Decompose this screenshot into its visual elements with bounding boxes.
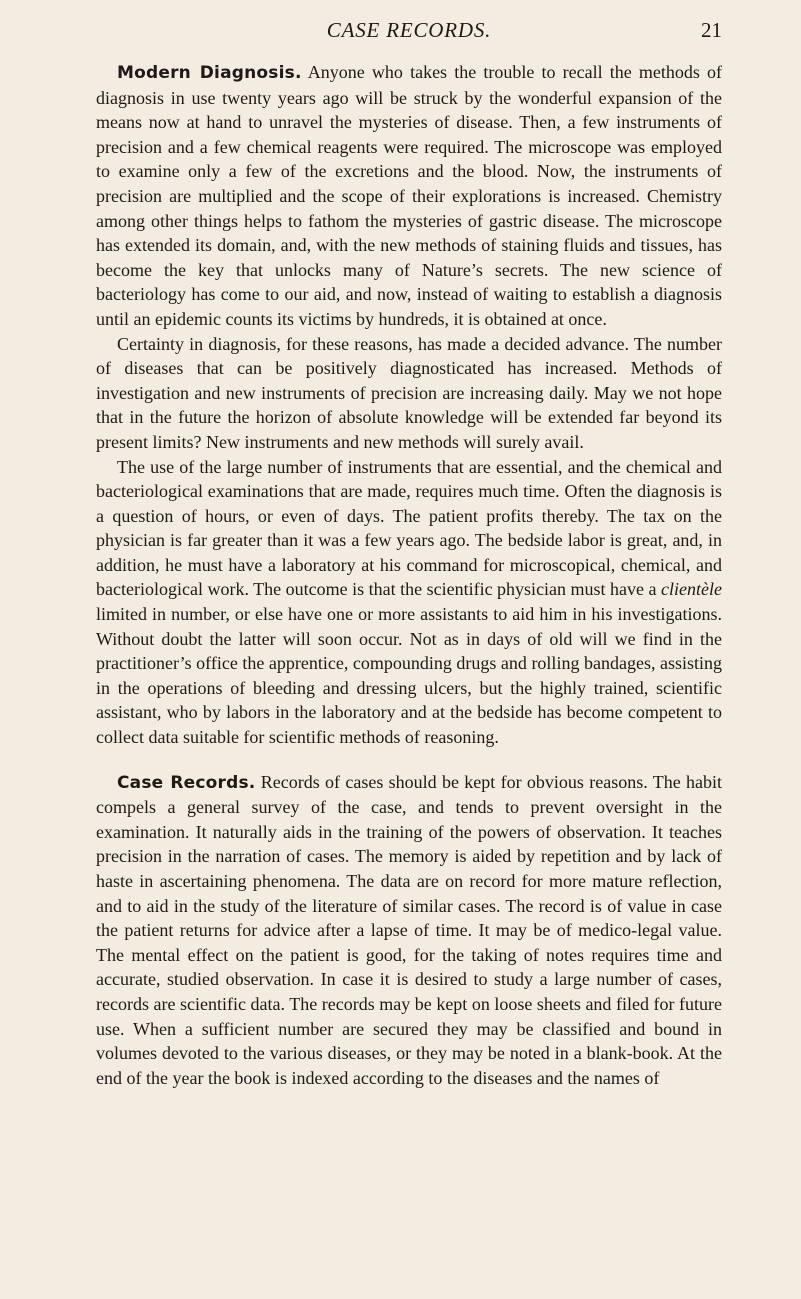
paragraph-text-before: The use of the large number of instruments that are essential, and the chemical and bacteriological examinations that are made, requires much time. Often the diagnosis is a question of hours, or even of days. The patient profits thereby. The tax on the physician is far greater than it was a few years ago. The bedside labor is great, and, in addition, he must have a laboratory at his command for microscopical, chemical, and bacteriological work. The outcome is that the scientific physician must have a (96, 456, 722, 600)
paragraph-modern-diagnosis-2: Certainty in diagnosis, for these reasons, has made a decided advance. The number of diseases that can be positively diagnosticated has increased. Methods of investigation and new instruments of precision are increasing daily. May we not hope that in the future the horizon of absolute knowledge will be extended far beyond its present limits? New instruments and new methods will surely avail. (96, 333, 722, 452)
running-head (96, 16, 722, 48)
book-page (96, 16, 722, 1090)
paragraph-case-records-1 (96, 770, 722, 1091)
section-gap (96, 750, 722, 770)
paragraph-modern-diagnosis-1 (96, 60, 722, 332)
paragraph-text-after: limited in number, or else have one or more assistants to aid him in his investigations. Without doubt the latter will soon occur. Not as in days of old will we find in the practitioner’s office the apprentice, compounding drugs and rolling bandages, assisting in the operations of bleeding and dressing ulcers, but the highly trained, scientific assistant, who by labors in the laboratory and at the bedside has become competent to collect data suitable for scientific methods of reasoning. (96, 604, 722, 748)
paragraph-text: Anyone who takes the trouble to recall the methods of diagnosis in use twenty years ago will be struck by the wonderful expansion of the means now at hand to unravel the mysteries of disease. Then, a few instruments of precision and a few chemical reagents were required. The microscope was employed to examine only a few of the excretions and the blood. Now, the instruments of precision are multiplied and the scope of their explorations is increased. Chemistry among other things helps to fathom the mysteries of gastric disease. The microscope has extended its domain, and, with the new methods of staining fluids and tissues, has become the key that unlocks many of Nature’s secrets. The new science of bacteriology has come to our aid, and now, instead of waiting to establish a diagnosis until an epidemic counts its victims by hundreds, it is obtained at once. (96, 62, 723, 329)
paragraph-text: Records of cases should be kept for obvious reasons. The habit compels a general survey of the case, and tends to prevent oversight in the examination. It naturally aids in the training of the powers of observation. It teaches precision in the narration of cases. The memory is aided by repetition and by lack of haste in ascertaining phenomena. The data are on record for more mature reflection, and to aid in the study of the literature of similar cases. The record is of value in case the patient returns for advice after a lapse of time. It may be of medico-legal value. The mental effect on the patient is good, for the taking of notes requires time and accurate, studied observation. In case it is desired to study a large number of cases, records are scientific data. The records may be kept on loose sheets and filed for future use. When a sufficient number are secured they may be classified and bound in volumes devoted to the various diseases, or they may be noted in a blank-book. At the end of the year the book is indexed according to the diseases and the names of (96, 771, 722, 1088)
running-title: CASE RECORDS. (326, 18, 492, 42)
section-heading-case-records: Case Records. (117, 772, 256, 793)
paragraph-modern-diagnosis-3 (96, 455, 722, 750)
page-number: 21 (701, 18, 722, 42)
section-heading-modern-diagnosis: Modern Diagnosis. (117, 63, 302, 83)
italic-term: clientèle (661, 579, 722, 600)
